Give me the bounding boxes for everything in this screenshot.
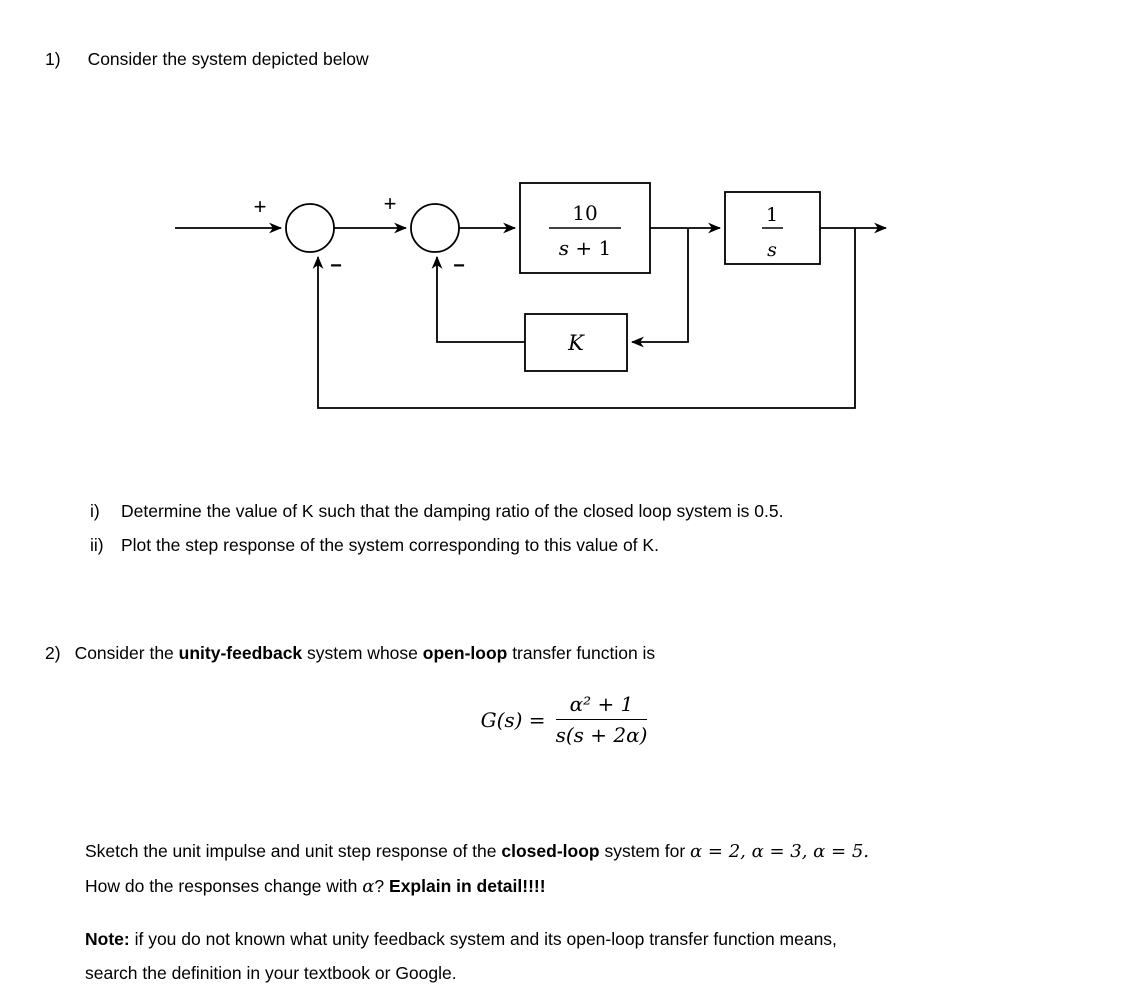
task-text-4: ? — [374, 876, 390, 896]
note-line-1 — [85, 922, 1095, 956]
summing-junction-2 — [411, 204, 459, 252]
subitem-i-label: i) — [90, 501, 100, 521]
note-paragraph — [85, 922, 1095, 990]
problem1-subitems — [90, 494, 783, 562]
integrator-denominator: s — [767, 239, 777, 261]
task-text-3: How do the responses change with — [85, 876, 363, 896]
problem2-number: 2) — [45, 643, 61, 663]
task-alpha-symbol: α — [362, 876, 375, 897]
problem1-title: Consider the system depicted below — [87, 49, 369, 69]
equation-denominator: s(s + 2α) — [555, 723, 648, 747]
problem1-number: 1) — [45, 49, 61, 69]
equation-lhs: G(s) = — [480, 707, 546, 732]
summing-junction-1 — [286, 204, 334, 252]
problem2-intro-3: transfer function is — [507, 643, 656, 663]
note-line-2 — [85, 956, 1095, 990]
subitem-i — [90, 494, 783, 528]
plant-denominator: s + 1 — [558, 236, 612, 260]
problem2-heading — [45, 636, 655, 670]
k-gain-label: K — [568, 331, 584, 355]
k-to-sum2-line — [437, 257, 525, 342]
task-text-2: system for — [599, 841, 691, 861]
problem2-task — [85, 834, 1095, 904]
problem2-intro-2: system whose — [302, 643, 423, 663]
sum2-minus-sign: − — [453, 255, 465, 277]
task-alpha-values: α = 2, α = 3, α = 5. — [690, 841, 870, 862]
subitem-ii-label: ii) — [90, 535, 104, 555]
sum1-plus-sign: + — [253, 194, 267, 219]
problem2-intro-1: Consider the — [74, 643, 179, 663]
task-line-1 — [85, 834, 1095, 869]
task-text-1: Sketch the unit impulse and unit step response of the — [85, 841, 502, 861]
task-bold-explain: Explain in detail!!!! — [389, 876, 546, 896]
sum2-plus-sign: + — [383, 191, 397, 216]
problem2-intro-bold-1: unity-feedback — [178, 643, 303, 663]
sum1-minus-sign: − — [330, 255, 342, 277]
problem2-intro-bold-2: open-loop — [422, 643, 508, 663]
plant-numerator: 10 — [572, 201, 598, 225]
block-diagram — [0, 0, 1128, 470]
note-bold-label: Note: — [85, 929, 130, 949]
subitem-ii-text: Plot the step response of the system corresponding to this value of K. — [121, 535, 659, 555]
task-bold-closed-loop: closed-loop — [501, 841, 600, 861]
equation-fraction — [556, 692, 648, 747]
integrator-numerator: 1 — [765, 204, 779, 226]
transfer-function-equation — [0, 692, 1128, 747]
note-text-1: if you do not known what unity feedback system and its open-loop transfer function means, — [129, 929, 837, 949]
equation-numerator: α² + 1 — [556, 692, 648, 720]
task-line-2 — [85, 869, 1095, 904]
subitem-ii — [90, 528, 783, 562]
subitem-i-text: Determine the value of K such that the damping ratio of the closed loop system is 0.5. — [121, 501, 784, 521]
note-text-2: search the definition in your textbook or Google. — [85, 963, 457, 983]
